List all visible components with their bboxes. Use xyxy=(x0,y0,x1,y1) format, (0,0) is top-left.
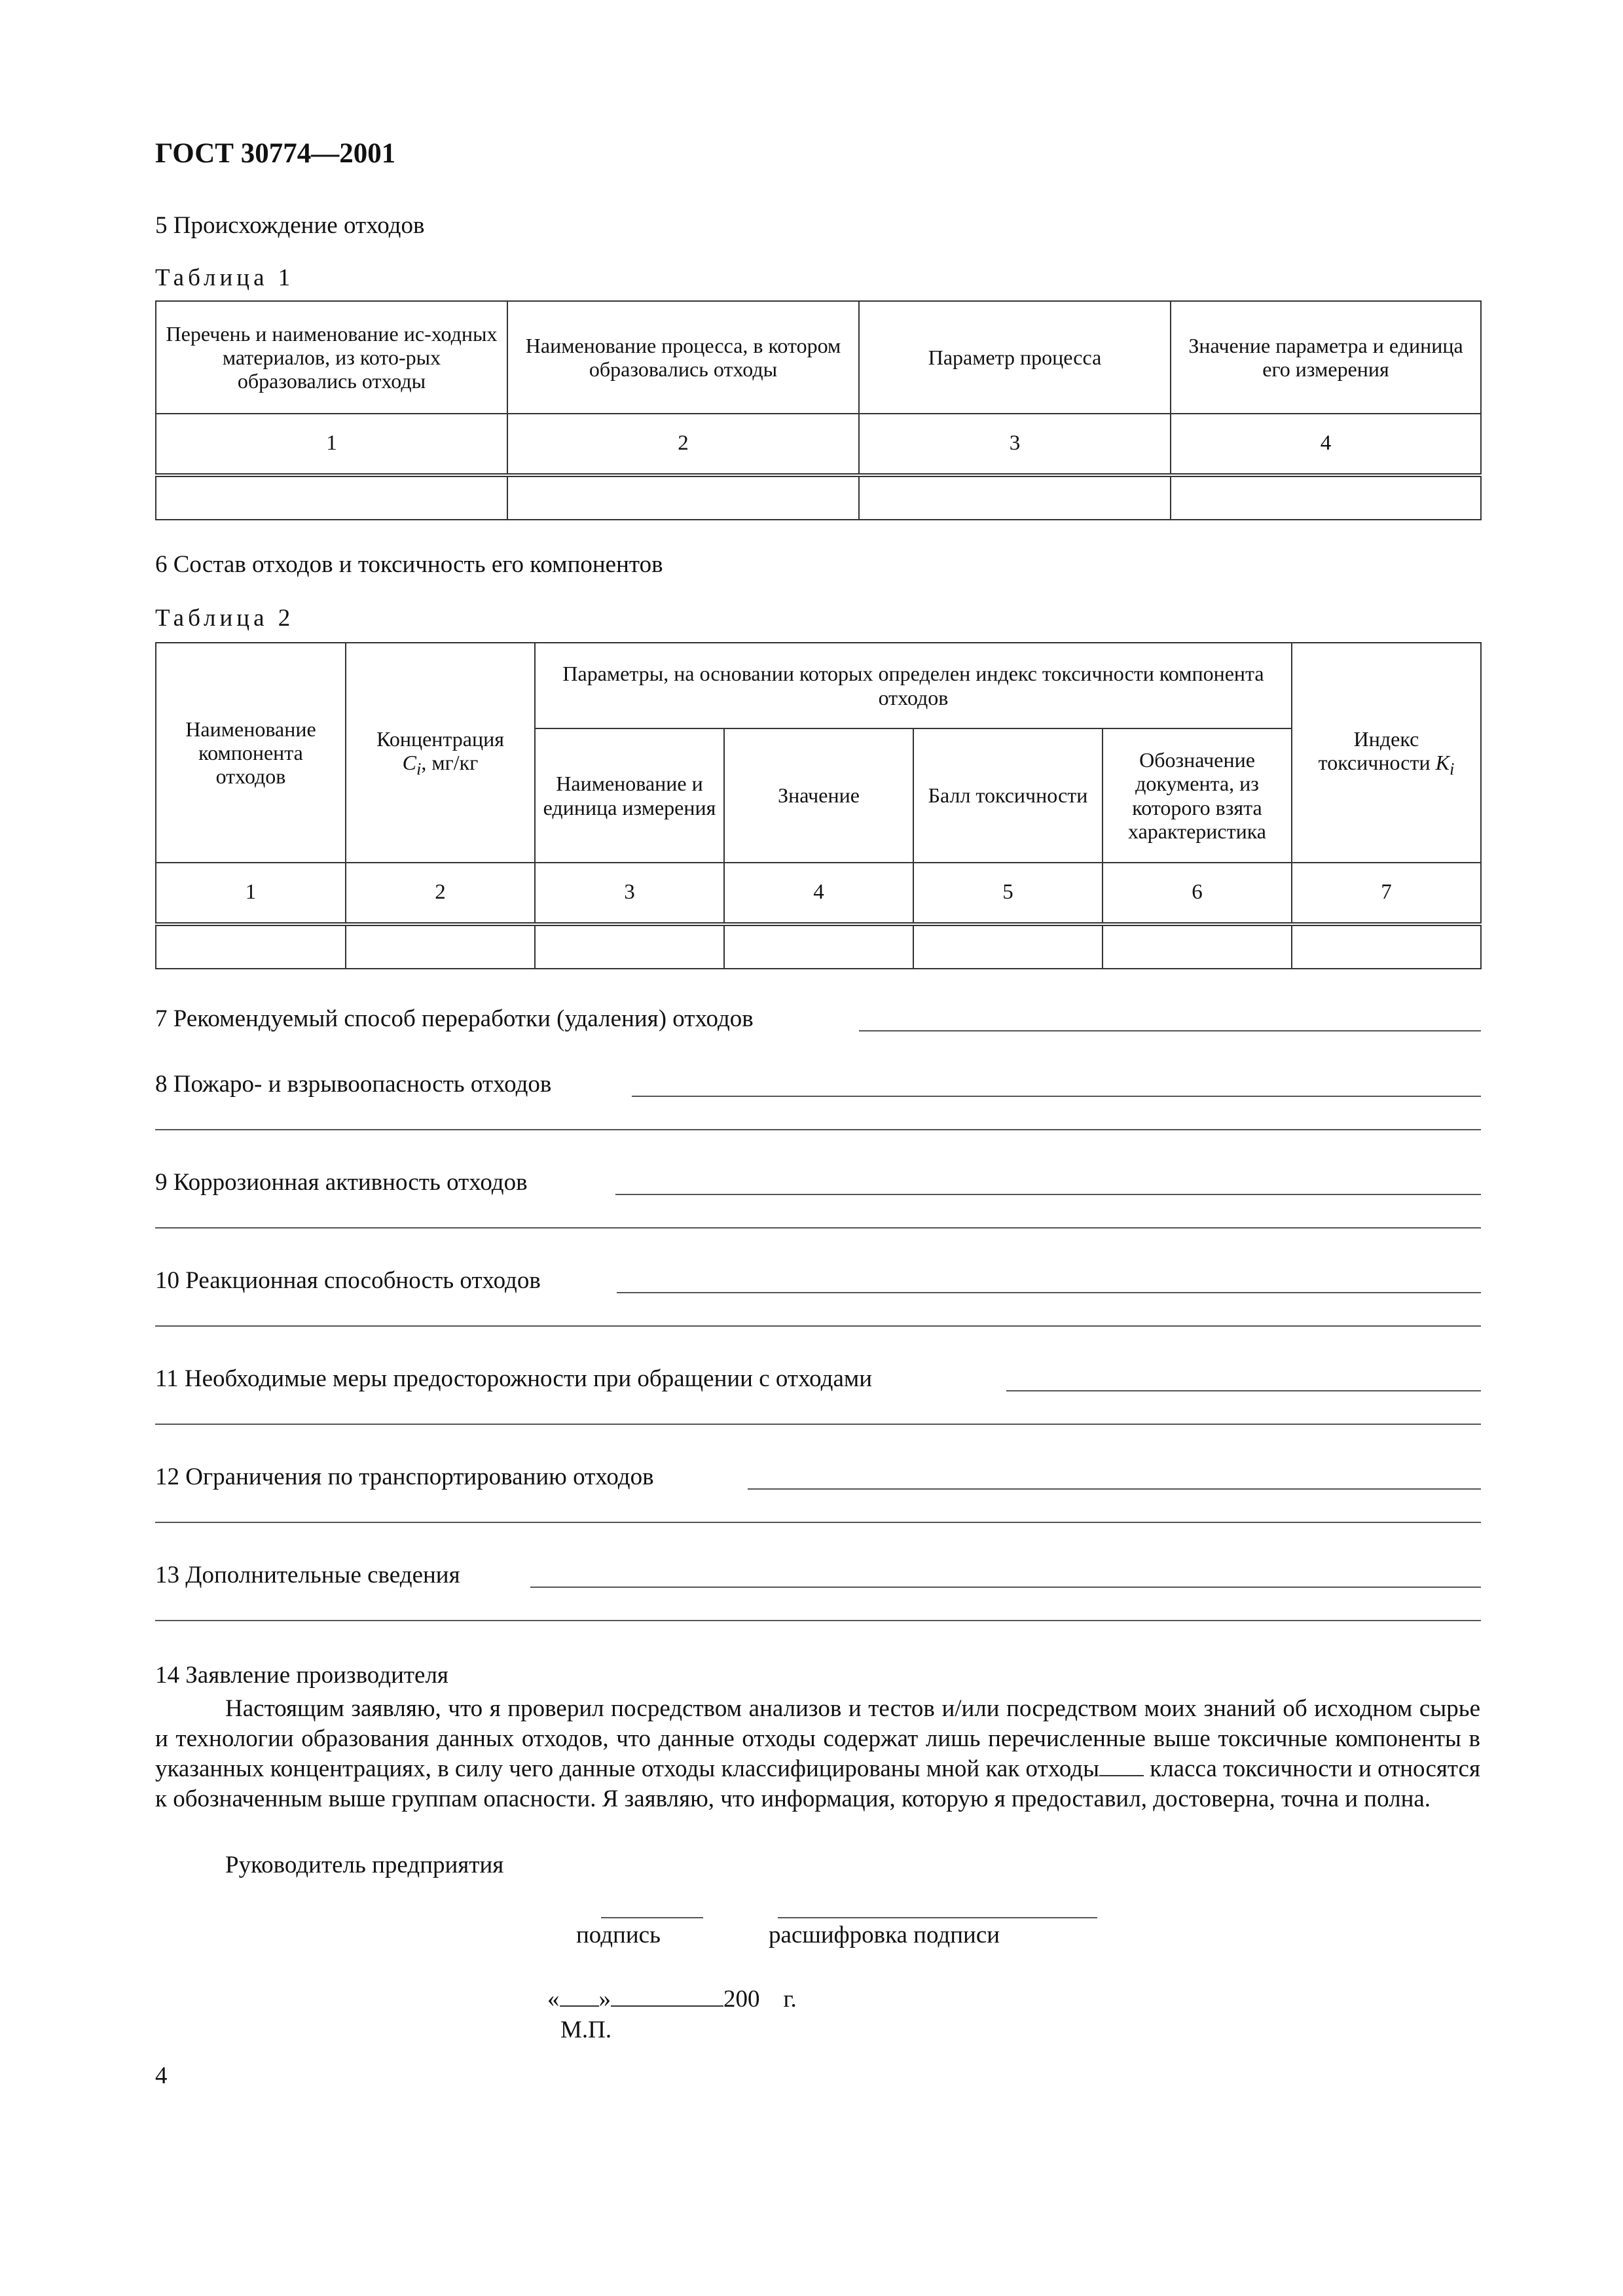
field-11-label: 11 Необходимые меры предосторожности при обращении с отходами xyxy=(155,1365,873,1392)
field-9-label: 9 Коррозионная активность отходов xyxy=(155,1169,528,1196)
table-2-col-number: 1 xyxy=(156,863,346,924)
statement-part-2: класса токсичности и относятся к обозначенным выше группам опасности. Я заявляю, что информация, которую я предоставил, достоверна, точна и полна. xyxy=(155,1755,1480,1812)
table-2-empty-cell[interactable] xyxy=(913,924,1103,969)
date-year-suffix: г. xyxy=(783,1986,797,2013)
field-9-line-2[interactable] xyxy=(155,1227,1481,1229)
section-5-heading: 5 Происхождение отходов xyxy=(155,212,425,239)
table-2-header-toxicity-index xyxy=(1292,643,1481,863)
table-2-empty-cell[interactable] xyxy=(156,924,346,969)
table-2-header-component: Наименование компонента отходов xyxy=(156,643,346,863)
concentration-symbol: C xyxy=(402,750,416,774)
field-9-line[interactable] xyxy=(615,1194,1481,1195)
field-10-line[interactable] xyxy=(617,1292,1481,1293)
field-12-label: 12 Ограничения по транспортированию отходов xyxy=(155,1463,654,1490)
table-2-col-number: 7 xyxy=(1292,863,1481,924)
table-2-caption: Таблица 2 xyxy=(155,605,295,632)
document-title: ГОСТ 30774—2001 xyxy=(155,138,396,169)
date-close-quote: » xyxy=(598,1986,611,2013)
toxicity-index-label: Индекс токсичности xyxy=(1318,726,1431,774)
table-2 xyxy=(155,642,1482,969)
table-2-empty-cell[interactable] xyxy=(535,924,724,969)
field-8-label: 8 Пожаро- и взрывоопасность отходов xyxy=(155,1071,552,1098)
table-1-col-number: 4 xyxy=(1171,414,1481,475)
signature-line[interactable] xyxy=(601,1917,703,1918)
table-2-empty-cell[interactable] xyxy=(1292,924,1481,969)
producer-statement xyxy=(155,1694,1480,1814)
field-12-line-2[interactable] xyxy=(155,1522,1481,1523)
statement-part-1: Настоящим заявляю, что я проверил посредством анализов и тестов и/или посредством моих знаний об исходном сырье и технологии образования данных отходов, что данные отходы содержат лишь перечисленные выше токсичные компоненты в указанных концентрациях, в силу чего данные отходы классифицированы мной как отходы xyxy=(155,1695,1480,1782)
toxicity-index-subscript: i xyxy=(1449,759,1455,779)
table-2-subheader-score: Балл токсичности xyxy=(913,728,1103,863)
table-2-subheader-name-unit: Наименование и единица измерения xyxy=(535,728,724,863)
field-8-line[interactable] xyxy=(632,1096,1481,1097)
signature-decoding-line[interactable] xyxy=(778,1917,1097,1918)
section-6-heading: 6 Состав отходов и токсичность его компонентов xyxy=(155,551,663,578)
date-day-blank[interactable] xyxy=(560,1987,599,2007)
signature-decoding-caption: расшифровка подписи xyxy=(769,1922,1000,1948)
table-2-empty-cell[interactable] xyxy=(724,924,913,969)
table-1-header-materials: Перечень и наименование ис-ходных материалов, из кото-рых образовались отходы xyxy=(156,301,507,414)
table-1-header-value: Значение параметра и единица его измерения xyxy=(1171,301,1481,414)
table-1-header-parameter: Параметр процесса xyxy=(859,301,1171,414)
field-8-line-2[interactable] xyxy=(155,1129,1481,1130)
table-2-col-number: 3 xyxy=(535,863,724,924)
head-of-enterprise-label: Руководитель предприятия xyxy=(225,1852,504,1878)
field-13-line-2[interactable] xyxy=(155,1620,1481,1621)
concentration-label: Концентрация xyxy=(376,726,504,751)
table-2-col-number: 4 xyxy=(724,863,913,924)
field-10-line-2[interactable] xyxy=(155,1325,1481,1327)
table-1-col-number: 2 xyxy=(507,414,859,475)
concentration-unit: , мг/кг xyxy=(421,750,479,774)
signature-caption: подпись xyxy=(576,1922,661,1948)
table-2-col-number: 5 xyxy=(913,863,1103,924)
concentration-subscript: i xyxy=(416,759,422,779)
table-2-header-concentration xyxy=(346,643,535,863)
field-11-line[interactable] xyxy=(1006,1390,1481,1391)
toxicity-index-symbol: K xyxy=(1435,750,1450,774)
table-1-header-process: Наименование процесса, в котором образовались отходы xyxy=(507,301,859,414)
table-1-col-number: 3 xyxy=(859,414,1171,475)
field-10-label: 10 Реакционная способность отходов xyxy=(155,1267,541,1294)
field-12-line[interactable] xyxy=(748,1488,1481,1490)
table-1-empty-cell[interactable] xyxy=(859,475,1171,520)
table-2-col-number: 6 xyxy=(1103,863,1292,924)
page-number: 4 xyxy=(155,2062,168,2089)
table-1 xyxy=(155,300,1482,520)
toxicity-class-blank[interactable] xyxy=(1099,1757,1144,1776)
date-month-blank[interactable] xyxy=(611,1987,723,2007)
table-2-empty-cell[interactable] xyxy=(346,924,535,969)
table-2-subheader-document: Обозначение документа, из которого взята характеристика xyxy=(1103,728,1292,863)
field-11-line-2[interactable] xyxy=(155,1424,1481,1425)
field-7-label: 7 Рекомендуемый способ переработки (удаления) отходов xyxy=(155,1005,754,1032)
table-2-empty-cell[interactable] xyxy=(1103,924,1292,969)
table-1-empty-cell[interactable] xyxy=(156,475,507,520)
field-13-label: 13 Дополнительные сведения xyxy=(155,1562,460,1588)
field-13-line[interactable] xyxy=(530,1587,1481,1588)
table-2-col-number: 2 xyxy=(346,863,535,924)
date-line xyxy=(547,1985,797,2013)
section-14-heading: 14 Заявление производителя xyxy=(155,1662,448,1689)
date-open-quote: « xyxy=(547,1986,560,2013)
table-1-caption: Таблица 1 xyxy=(155,264,295,291)
table-2-subheader-value: Значение xyxy=(724,728,913,863)
table-1-empty-cell[interactable] xyxy=(1171,475,1481,520)
table-1-empty-cell[interactable] xyxy=(507,475,859,520)
date-year: 200 xyxy=(723,1986,760,2013)
field-7-line[interactable] xyxy=(859,1030,1481,1031)
table-2-group-header: Параметры, на основании которых определен индекс токсичности компонента отходов xyxy=(535,643,1292,728)
table-1-col-number: 1 xyxy=(156,414,507,475)
stamp-label: М.П. xyxy=(560,2017,612,2043)
